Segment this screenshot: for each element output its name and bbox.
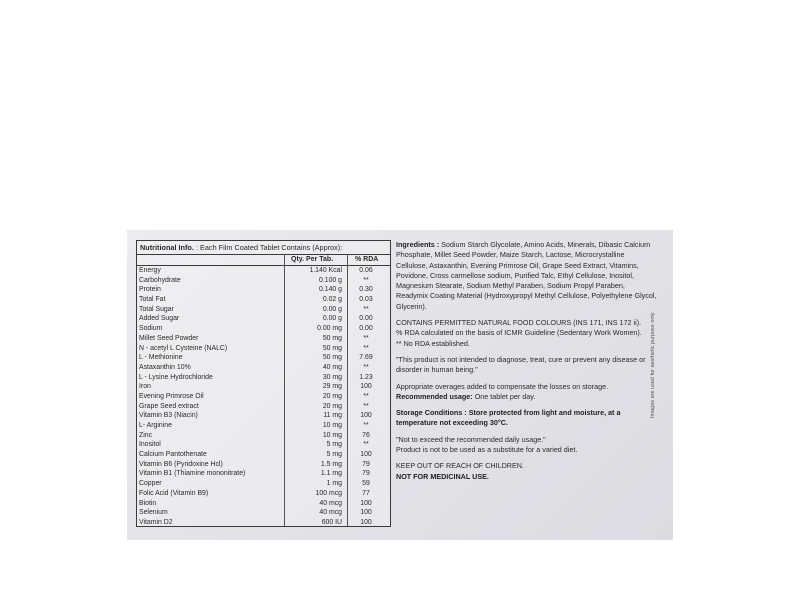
table-row [137,460,390,470]
nutrient-qty: 40 mcg [319,509,342,517]
ingredients-block [396,240,658,312]
keep-out-note: KEEP OUT OF REACH OF CHILDREN. [396,461,524,471]
table-row [137,363,390,373]
table-row [137,334,390,344]
nutrient-qty: 29 mg [322,383,342,391]
nutrient-name: Folic Acid (Vitamin B9) [139,489,209,497]
nutrient-name: L - Methionine [139,354,183,362]
nutrient-name: Vitamin D2 [139,518,173,526]
nutrient-name: Zinc [139,431,153,439]
nutrient-rda: 1.23 [359,373,373,381]
nutrient-name: Added Sugar [139,315,180,323]
nutrient-name: Selenium [139,509,168,517]
nutrition-table [136,240,391,527]
nutrient-rda: ** [363,441,369,449]
nutrient-name: Protein [139,286,161,294]
nutrient-name: L - Lysine Hydrochloride [139,373,213,381]
table-row [137,421,390,431]
nutrient-qty: 10 mg [322,422,342,429]
substitute-note: Product is not to be used as a substitute for a varied diet. [396,445,578,455]
nutrient-qty: 1.140 Kcal [309,267,342,274]
nutrient-qty: 40 mcg [319,499,342,507]
usage-text: One tablet per day. [474,391,536,401]
table-row [137,508,390,518]
side-disclaimer: Images are used for aesthetic purpose only [650,312,656,418]
nutrient-qty: 0.02 g [322,296,342,304]
nutrient-qty: 0.00 g [322,315,342,323]
nutrient-name: Sodium [139,325,163,333]
nutrient-qty: 5 mg [326,451,342,459]
nutrient-qty: 5 mg [326,441,342,449]
nutrient-rda: 100 [360,518,372,526]
table-row [137,479,390,489]
table-divider [284,254,285,526]
nutrition-column-header [137,255,390,266]
nutrient-qty: 100 mcg [315,489,342,497]
nutrient-qty: 600 IU [321,518,342,526]
table-row [137,373,390,383]
nutrition-rows [137,266,390,528]
nutrient-name: Energy [139,267,161,274]
nutrient-rda: 100 [360,451,372,459]
nutrient-qty: 11 mg [323,412,342,420]
usage-block [396,392,658,402]
rda-column-header: % RDA [355,256,379,263]
nutrient-rda: 100 [360,383,372,391]
nutrient-rda: 100 [360,499,372,507]
nutrient-rda: 0.03 [359,296,373,304]
table-row [137,382,390,392]
nutrient-qty: 50 mg [322,334,342,342]
table-row [137,440,390,450]
no-rda-note: ** No RDA established. [396,338,470,348]
nutrient-rda: 0.00 [359,325,373,333]
nutrient-qty: 1.5 mg [320,460,342,468]
nutrient-rda: 100 [360,509,372,517]
nutrition-title: Nutritional Info. [140,243,194,252]
table-row [137,276,390,286]
nutrient-name: Astaxanthin 10% [139,363,191,371]
table-row [137,431,390,441]
nutrient-rda: 79 [362,470,370,478]
nutrient-qty: 20 mg [322,392,342,400]
nutrient-name: Vitamin B6 (Pyridoxine Hcl) [139,460,223,468]
nutrient-name: Millet Seed Powder [139,334,199,342]
storage-text: Store protected from light and moisture, at a temperature not exceeding 30°C. [396,408,621,428]
nutrition-header [137,241,390,255]
storage-block [396,408,658,429]
nutrition-subtitle: : Each Film Coated Tablet Contains (Approx): [195,243,343,252]
nutrient-name: Copper [139,480,162,488]
table-row [137,324,390,334]
nutrient-qty: 20 mg [322,402,342,410]
nutrient-name: Vitamin B1 (Thiamine mononitrate) [139,470,246,478]
ingredients-text: Sodium Starch Glycolate, Amino Acids, Minerals, Dibasic Calcium Phosphate, Millet Seed Powder, Maize Starch, Lactose, Microcrystalline Cellulose, Astaxanthin, Evening Primrose Oil, Grape Seed Extract, Vitamins, Povidone, Cross carmellose sodium, Purified Talc, Ethyl Cellulose, Inositol, Magnesium Stearate, Sodium Methyl Paraben, Sodium Propyl Paraben, Readymix Coating Material (Hydroxypropyl Methyl Cellulose, Polyethylene Glycol, Glycerin). [396,240,657,311]
nutrient-name: Calcium Pantothenate [139,451,207,459]
nutrient-name: Total Fat [139,296,166,304]
nutrient-qty: 1.1 mg [320,470,342,478]
nutrient-rda: 79 [362,460,370,468]
table-row [137,450,390,460]
nutrient-rda: 100 [360,412,372,420]
nutrient-qty: 50 mg [322,344,342,352]
not-medicinal-text: NOT FOR MEDICINAL USE. [396,471,489,481]
table-divider [347,254,348,526]
nutrient-rda: ** [363,334,369,342]
nutrient-rda: 0.00 [359,315,373,323]
nutrient-rda: ** [363,344,369,352]
nutrient-rda: ** [363,276,369,284]
nutrient-name: Evening Primrose Oil [139,392,204,400]
nutrient-name: Carbohydrate [139,276,181,284]
nutrient-rda: 0.30 [359,286,373,294]
table-row [137,353,390,363]
nutrient-name: Total Sugar [139,305,174,313]
qty-column-header: Qty. Per Tab. [291,256,334,263]
nutrient-qty: 0.100 g [319,276,342,284]
nutrient-rda: 76 [362,431,370,439]
nutrient-rda: ** [363,392,369,400]
nutrient-rda: 0.06 [359,267,373,274]
nutrient-qty: 10 mg [322,431,342,439]
rda-note: % RDA calculated on the basis of ICMR Guideline (Sedentary Work Women). [396,328,642,338]
nutrient-qty: 40 mg [322,363,342,371]
not-medicinal-note [396,472,658,482]
overages-note: Appropriate overages added to compensate the losses on storage. [396,381,609,391]
nutrient-name: Inositol [139,441,161,449]
nutrient-qty: 30 mg [322,373,342,381]
nutrient-qty: 0.140 g [319,286,342,294]
nutrient-name: Vitamin B3 (Niacin) [139,412,198,420]
nutrient-qty: 50 mg [322,354,342,362]
table-row [137,285,390,295]
nutrient-rda: ** [363,402,369,410]
usage-label: Recommended usage: [396,391,473,401]
nutrient-rda: ** [363,363,369,371]
daily-warning: "Not to exceed the recommended daily usage." [396,434,546,444]
ingredients-label: Ingredients : [396,240,440,249]
nutrient-qty: 0.00 mg [317,325,342,333]
nutrient-rda: 59 [362,480,370,488]
table-row [137,295,390,305]
table-row [137,499,390,509]
table-row [137,469,390,479]
table-row [137,266,390,276]
table-row [137,411,390,421]
table-row [137,305,390,315]
table-row [137,402,390,412]
nutrient-rda: 77 [362,489,370,497]
label-text-column [396,240,658,482]
nutrient-rda: 7.69 [359,354,373,362]
nutrient-rda: ** [363,422,369,429]
nutrient-name: Grape Seed extract [139,402,199,410]
storage-label: Storage Conditions : [396,408,467,418]
table-row [137,518,390,528]
colours-note: CONTAINS PERMITTED NATURAL FOOD COLOURS (INS 171, INS 172 ii). [396,318,642,328]
table-row [137,489,390,499]
nutrient-qty: 0.00 g [322,305,342,313]
nutrient-name: L- Arginine [139,422,172,429]
nutrient-qty: 1 mg [326,480,342,488]
table-row [137,314,390,324]
nutrient-name: Biotin [139,499,157,507]
nutrient-name: Iron [139,383,151,391]
table-row [137,344,390,354]
disclaimer: "This product is not intended to diagnose, treat, cure or prevent any disease or disorder in human being." [396,354,646,375]
nutrient-rda: ** [363,305,369,313]
table-row [137,392,390,402]
nutrient-name: N - acetyl L Cysteine (NALC) [139,344,228,352]
